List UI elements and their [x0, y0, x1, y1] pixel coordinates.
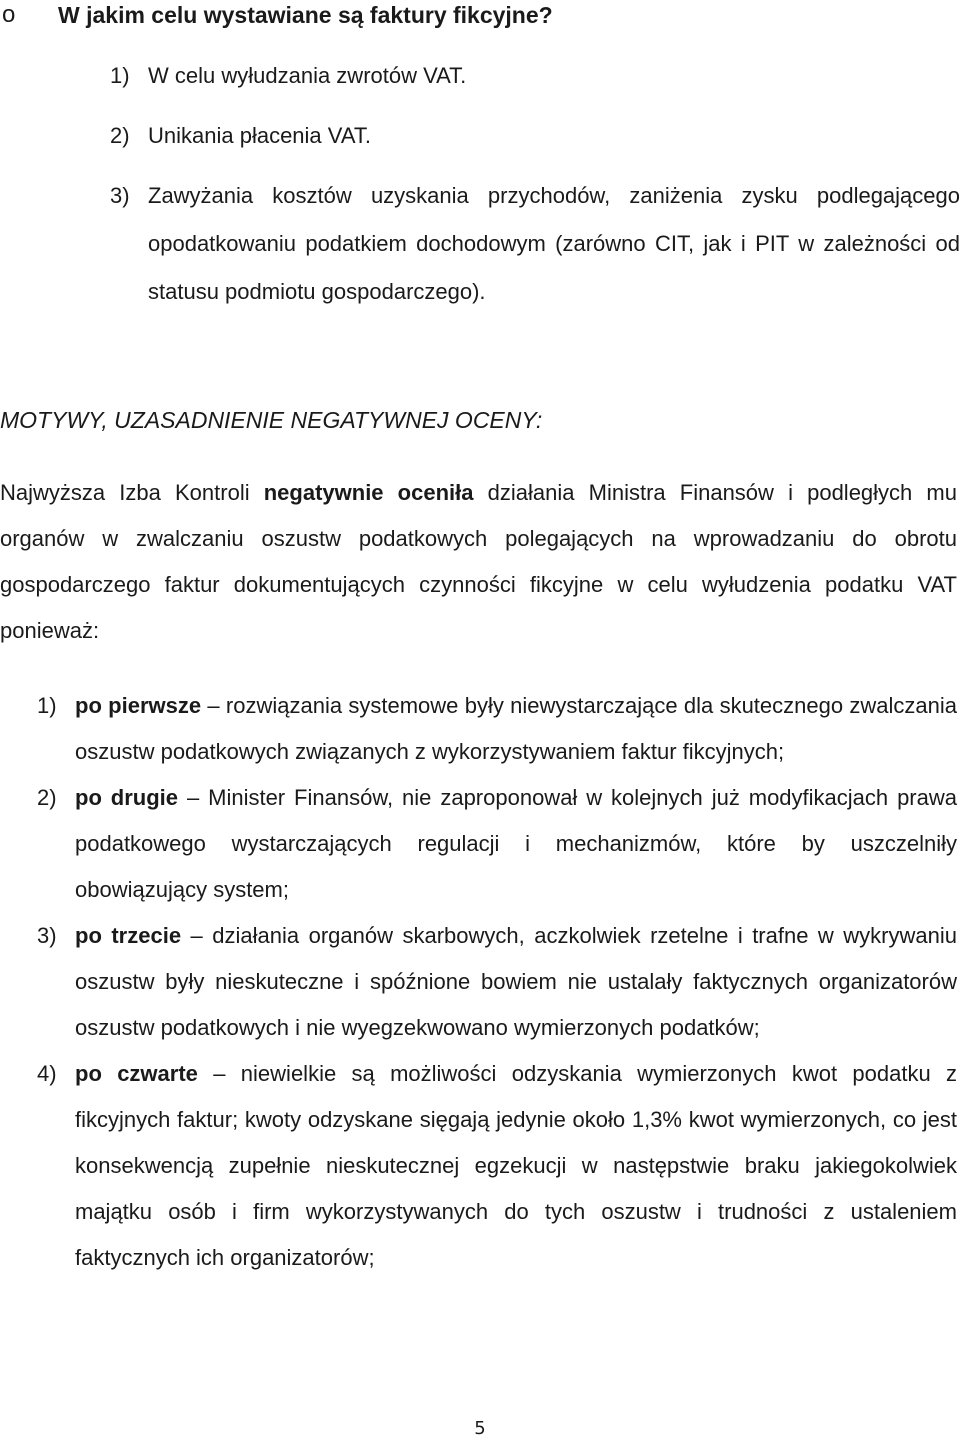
- list-item: [37, 683, 957, 775]
- reason-lead: po pierwsze: [75, 693, 202, 718]
- reason-body: – niewielkie są możliwości odzyskania wymierzonych kwot podatku z fikcyjnych faktur; kwoty odzyskane sięgają jedynie około 1,3% kwot wymierzonych, co jest konsekwencją zupełnie nieskutecznej egzekucji w następstwie braku jakiegokolwiek majątku osób i firm wykorzystywanych do tych oszustw i trudności z ustaleniem faktycznych ich organizatorów;: [75, 1061, 958, 1270]
- list-item-number: 1): [37, 693, 57, 718]
- list-item-number: 3): [37, 923, 57, 948]
- list-item: [37, 1051, 957, 1281]
- reason-lead: po trzecie: [75, 923, 182, 948]
- assessment-paragraph: [0, 470, 957, 654]
- list-item-text: [75, 1051, 957, 1281]
- list-item-text: [75, 775, 957, 913]
- assessment-text-end: działania Ministra Finansów i podległych mu organów w zwalczaniu oszustw podatkowych polegających na wprowadzaniu do obrotu gospodarczego faktur dokumentujących czynności fikcyjne w celu wyłudzenia podatku VAT ponieważ:: [0, 480, 957, 643]
- reason-body: – działania organów skarbowych, aczkolwiek rzetelne i trafne w wykrywaniu oszustw były nieskuteczne i spóźnione bowiem nie ustalały faktycznych organizatorów oszustw podatkowych i nie wyegzekwowano wymierzonych podatków;: [75, 923, 957, 1040]
- list-item-number: 2): [37, 785, 57, 810]
- question-title: W jakim celu wystawiane są faktury fikcyjne?: [58, 2, 553, 28]
- list-item-number: 4): [37, 1061, 57, 1086]
- reason-lead: po drugie: [75, 785, 179, 810]
- bullet-marker: o: [2, 1, 16, 28]
- assessment-emphasis: negatywnie oceniła: [263, 480, 474, 505]
- list-item: [110, 64, 960, 100]
- list-item-text: [75, 913, 957, 1051]
- list-item-number: 3): [110, 183, 130, 208]
- reason-body: – rozwiązania systemowe były niewystarczające dla skutecznego zwalczania oszustw podatkowych związanych z wykorzystywaniem faktur fikcyjnych;: [75, 693, 957, 764]
- list-item: [110, 124, 960, 160]
- reason-lead: po czwarte: [75, 1061, 198, 1086]
- question-answer-list: [110, 64, 960, 340]
- reason-body: – Minister Finansów, nie zaproponował w kolejnych już modyfikacjach prawa podatkowego wystarczających regulacji i mechanizmów, które by uszczelniły obowiązujący system;: [75, 785, 957, 902]
- list-item-text: Zawyżania kosztów uzyskania przychodów, zaniżenia zysku podlegającego opodatkowaniu podatkiem dochodowym (zarówno CIT, jak i PIT w zależności od statusu podmiotu gospodarczego).: [148, 183, 960, 304]
- list-item-number: 1): [110, 63, 130, 88]
- assessment-text-start: Najwyższa Izba Kontroli: [0, 480, 264, 505]
- list-item-text: Unikania płacenia VAT.: [148, 123, 371, 148]
- section-heading: MOTYWY, UZASADNIENIE NEGATYWNEJ OCENY:: [0, 407, 543, 433]
- list-item-text: [75, 683, 957, 775]
- reasons-list: [37, 683, 957, 1281]
- list-item: [37, 913, 957, 1051]
- list-item-number: 2): [110, 123, 130, 148]
- list-item: [37, 775, 957, 913]
- page-number: 5: [474, 1418, 486, 1439]
- list-item: [110, 184, 960, 316]
- list-item-text: W celu wyłudzania zwrotów VAT.: [148, 63, 467, 88]
